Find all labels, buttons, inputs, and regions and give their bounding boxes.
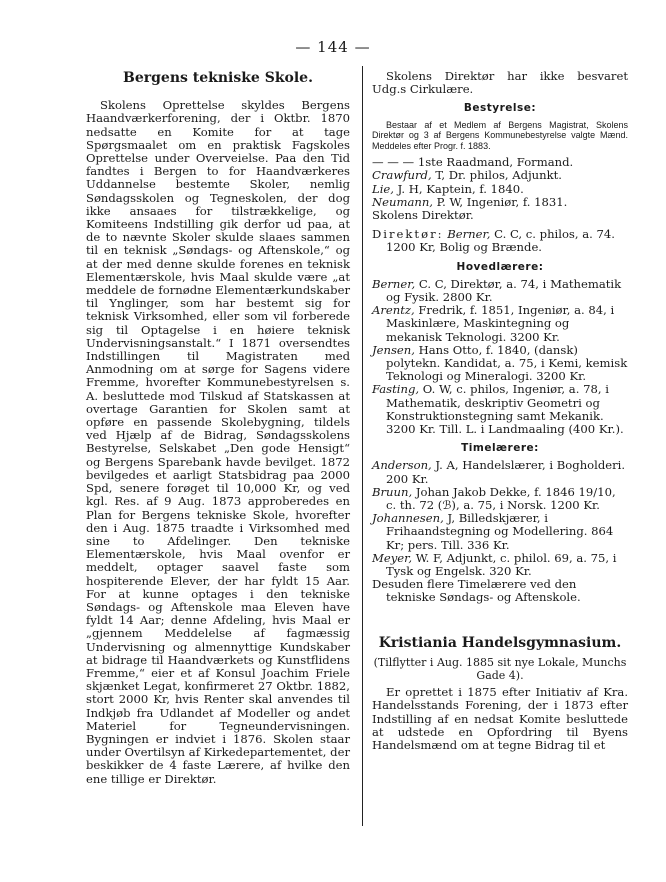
column-divider [362,66,363,826]
bestyrelse-heading: Bestyrelse: [463,102,537,115]
list-item: Anderson, J. A, Handelslærer, i Bogholderi. 200 Kr. [372,458,626,486]
timelaerere-list [372,459,628,578]
hovedlaerere-list [372,278,628,436]
list-item: Lie, J. H, Kaptein, f. 1840. [372,181,524,196]
list-item: Meyer, W. F, Adjunkt, c. philol. 69, a. 75, i Tysk og Engelsk. 320 Kr. [372,550,617,578]
hovedlaerere-heading: Hovedlærere: [456,260,544,273]
direktor-entry: Direktør: Berner, C. C, c. philos, a. 74. 1200 Kr, Bolig og Brænde. [372,227,615,255]
list-item: Jensen, Hans Otto, f. 1840, (dansk) polytekn. Kandidat, a. 75, i Kemi, kemisk Teknologi og Mineralogi. 3200 Kr. [372,342,628,384]
list-item: Crawfurd, T, Dr. philos, Adjunkt. [372,168,562,183]
list-item: — — — 1ste Raadmand, Formand. [372,155,574,170]
kristiania-body-text: Er oprettet i 1875 efter Initiativ af Kra. Handelsstands Forening, der i 1873 efter Indstilling af en nedsat Komite besluttede at udstede en Opfordring til Byens Handelsmænd om at tegne Bidrag til et [372,685,628,753]
right-column [372,70,628,752]
list-item: Neumann, P. W, Ingeniør, f. 1831. [372,194,568,209]
list-item: Skolens Direktør. [372,207,474,222]
list-item: Fasting, O. W, c. philos, Ingeniør, a. 78, i Mathematik, deskriptiv Geometri og Konstruktionstegning samt Mekanik. 3200 Kr. Till. L. i Landmaaling (400 Kr.). [372,382,624,436]
bestyrelse-list [372,156,628,222]
list-item: Bruun, Johan Jakob Dekke, f. 1846 19/10, c. th. 72 (ℬ), a. 75, i Norsk. 1200 Kr. [372,484,616,512]
bergens-body-text: Skolens Oprettelse skyldes Bergens Haandværkerforening, der i Oktbr. 1870 nedsatte en Komite for at tage Spørgsmaalet om en praktisk Fagskoles Oprettelse under Overveielse. Paa den Tid fandtes i Bergen to for Haandværkeres Uddannelse bestemte Skoler, nemlig Søndagsskolen og Tegneskolen, der dog ikke ansaaes for tilstrækkelige, og Komiteens Indstilling gik derfor ud paa, at de to nævnte Skoler skulde slaaes sammen til en teknisk „Søndags- og Aftenskole,“ og at der med denne skulde forenes en teknisk Elementærskole, hvis Maal skulde være „at meddele de fornødne Elementærkundskaber til Ynglinger, som har bestemt sig for teknisk Virksomhed, eller som vil forberede sig til Optagelse i en høiere teknisk Undervisningsanstalt.“ I 1871 oversendtes Indstillingen til Magistraten med Anmodning om at sørge for Sagens videre Fremme, hvorefter Kommunebestyrelsen s. A. besluttede mod Tilskud af Statskassen at overtage Garantien for Skolen samt at opføre en passende Skolebygning, tildels ved Hjælp af de Bidrag, Søndagsskolens Bestyrelse, Selskabet „Den gode Hensigt“ og Bergens Sparebank havde bevilget. 1872 bevilgedes et aarligt Statsbidrag paa 2000 Spd, senere forøget til 10,000 Kr, og ved kgl. Res. af 9 Aug. 1873 approberedes en Plan for Bergens tekniske Skole, hvorefter den i Aug. 1875 traadte i Virksomhed med sine to Afdelinger. Den tekniske Elementærskole, hvis Maal ovenfor er meddelt, optager saavel faste som hospiterende Elever, der har fyldt 15 Aar. For at kunne optages i den tekniske Søndags- og Aftenskole maa Eleven have fyldt 14 Aar; denne Afdeling, hvis Maal er „gjennem Meddelelse af fagmæssig Undervisning og almennyttige Kundskaber at bidrage til Haandværkets og Kunstflidens Fremme,“ eier et af Konsul Joachim Friele skjænket Legat, konfirmeret 27 Oktbr. 1882, stort 2000 Kr, hvis Renter skal anvendes til Indkjøb fra Udlandet af Modeller og andet Materiel for Tegneundervisningen. Bygningen er indviet i 1876. Skolen staar under Overtilsyn af Kirkedepartementet, der beskikker de 4 faste Lærere, af hvilke den ene tillige er Direktør. [86,98,350,786]
kristiania-subtitle: (Tilflytter i Aug. 1885 sit nye Lokale, Munchs Gade 4). [373,655,627,683]
section-title-bergens: Bergens tekniske Skole. [123,70,313,86]
direktor-intro: Skolens Direktør har ikke besvaret Udg.s Cirkulære. [372,69,628,97]
bestyrelse-note: Bestaar af et Medlem af Bergens Magistrat, Skolens Direktør og 3 af Bergens Kommunebestyrelse valgte Mænd. Meddeles efter Progr. f. 1883. [372,119,628,151]
section-title-kristiania: Kristiania Handelsgymnasium. [378,634,622,651]
list-item: Berner, C. C, Direktør, a. 74, i Mathematik og Fysik. 2800 Kr. [372,276,622,304]
timelaerere-heading: Timelærere: [461,442,539,455]
left-column [86,70,350,786]
page-number: — 144 — [295,38,371,56]
list-item: Johannesen, J, Billedskjærer, i Frihaandstegning og Modellering. 864 Kr; pers. Till. 336 Kr. [372,511,614,552]
timelaerere-note: Desuden flere Timelærere ved den tekniske Søndags- og Aftenskole. [372,577,581,605]
list-item: Arentz, Fredrik, f. 1851, Ingeniør, a. 84, i Maskinlære, Maskintegning og mekanisk Teknologi. 3200 Kr. [372,303,615,344]
